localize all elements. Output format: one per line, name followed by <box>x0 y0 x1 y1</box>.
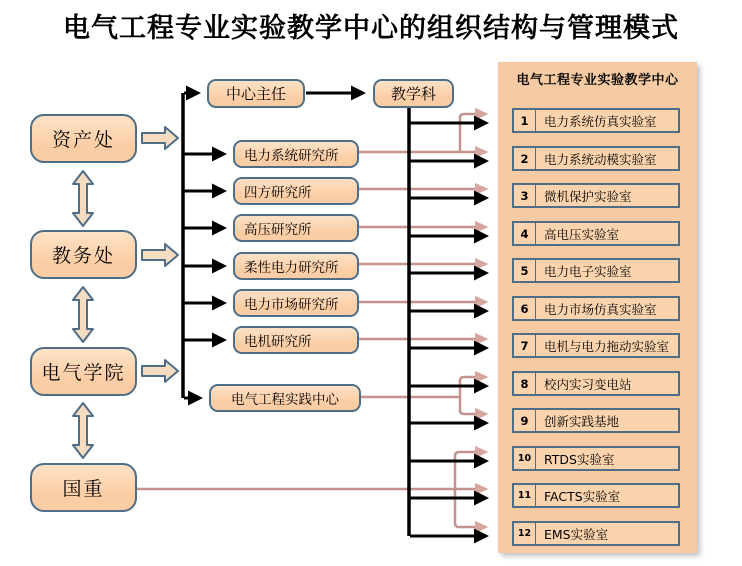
box-academic-office <box>30 230 137 279</box>
lab-number: 7 <box>514 335 536 356</box>
box-label: 电机研究所 <box>244 334 312 350</box>
lab-item-12 <box>512 521 680 546</box>
lab-number: 6 <box>514 298 536 319</box>
lab-label: 电力系统仿真实验室 <box>544 113 657 129</box>
lab-item-10 <box>512 446 680 471</box>
link-guozhong-lab10 <box>455 452 486 489</box>
diagram-title: 电气工程专业实验教学中心的组织结构与管理模式 <box>63 13 679 44</box>
lab-item-8 <box>512 371 680 396</box>
lab-number: 2 <box>514 148 536 169</box>
box-label: 柔性电力研究所 <box>244 260 339 276</box>
box-institute-power-system <box>233 140 359 168</box>
lab-label: FACTS实验室 <box>544 488 621 504</box>
lab-label: RTDS实验室 <box>544 451 615 467</box>
box-label: 四方研究所 <box>244 185 312 201</box>
lab-item-9 <box>512 408 680 433</box>
lab-label: 电力市场仿真实验室 <box>544 301 657 317</box>
block-arrow-3 <box>142 360 178 382</box>
box-label: 电力市场研究所 <box>244 297 339 313</box>
box-institute-electric-machine <box>233 326 359 354</box>
lab-item-6 <box>512 296 680 321</box>
box-label: 电气学院 <box>41 362 126 384</box>
labs-panel <box>498 62 697 553</box>
box-asset-office <box>30 114 137 163</box>
box-institute-high-voltage <box>233 214 359 242</box>
box-label: 国重 <box>62 478 105 500</box>
box-label: 高压研究所 <box>244 222 312 238</box>
lab-number: 4 <box>514 223 536 244</box>
lab-item-7 <box>512 333 680 358</box>
lab-label: EMS实验室 <box>544 526 609 542</box>
box-center-director <box>207 79 305 108</box>
block-arrow-1 <box>142 127 178 149</box>
block-arrow-2 <box>142 244 178 266</box>
link-guozhong-lab12 <box>455 489 486 527</box>
labs-panel-title: 电气工程专业实验教学中心 <box>516 73 679 88</box>
lab-number: 3 <box>514 185 536 206</box>
lab-number: 5 <box>514 260 536 281</box>
box-institute-sifang <box>233 177 359 205</box>
updown-arrow-1 <box>73 171 93 226</box>
lab-item-11 <box>512 483 680 508</box>
box-label: 中心主任 <box>225 85 286 103</box>
lab-number: 11 <box>514 485 536 506</box>
lab-label: 校内实习变电站 <box>544 376 632 392</box>
lab-number: 8 <box>514 373 536 394</box>
box-institute-power-market <box>233 289 359 317</box>
box-label: 资产处 <box>51 129 115 151</box>
lab-label: 电力系统动模实验室 <box>544 151 657 167</box>
lab-item-2 <box>512 146 680 171</box>
box-label: 教学科 <box>390 85 436 103</box>
box-institute-flexible-power <box>233 252 359 280</box>
link-powersystem-lab1 <box>460 114 486 152</box>
lab-number: 10 <box>514 448 536 469</box>
box-label: 教务处 <box>51 245 115 267</box>
lab-item-4 <box>512 221 680 246</box>
shape-arrows <box>73 127 178 458</box>
lab-item-3 <box>512 183 680 208</box>
lab-item-1 <box>512 108 680 133</box>
box-label: 电气工程实践中心 <box>231 392 339 408</box>
lab-label: 创新实践基地 <box>544 413 620 429</box>
box-practice-center <box>209 384 361 412</box>
box-electrical-college <box>30 347 137 396</box>
pink-links <box>137 114 486 527</box>
lab-label: 高电压实验室 <box>544 226 620 242</box>
lab-label: 微机保护实验室 <box>544 188 632 204</box>
box-label: 电力系统研究所 <box>244 148 339 164</box>
link-practice-lab9 <box>460 397 486 414</box>
box-teaching-section <box>373 79 454 108</box>
lab-label: 电力电子实验室 <box>544 263 632 279</box>
lab-number: 1 <box>514 110 536 131</box>
lab-number: 9 <box>514 410 536 431</box>
updown-arrow-2 <box>73 287 93 342</box>
lab-number: 12 <box>514 523 536 544</box>
lab-label: 电机与电力拖动实验室 <box>544 338 670 354</box>
updown-arrow-3 <box>73 403 93 458</box>
lab-item-5 <box>512 258 680 283</box>
box-national-key-lab <box>30 463 137 512</box>
